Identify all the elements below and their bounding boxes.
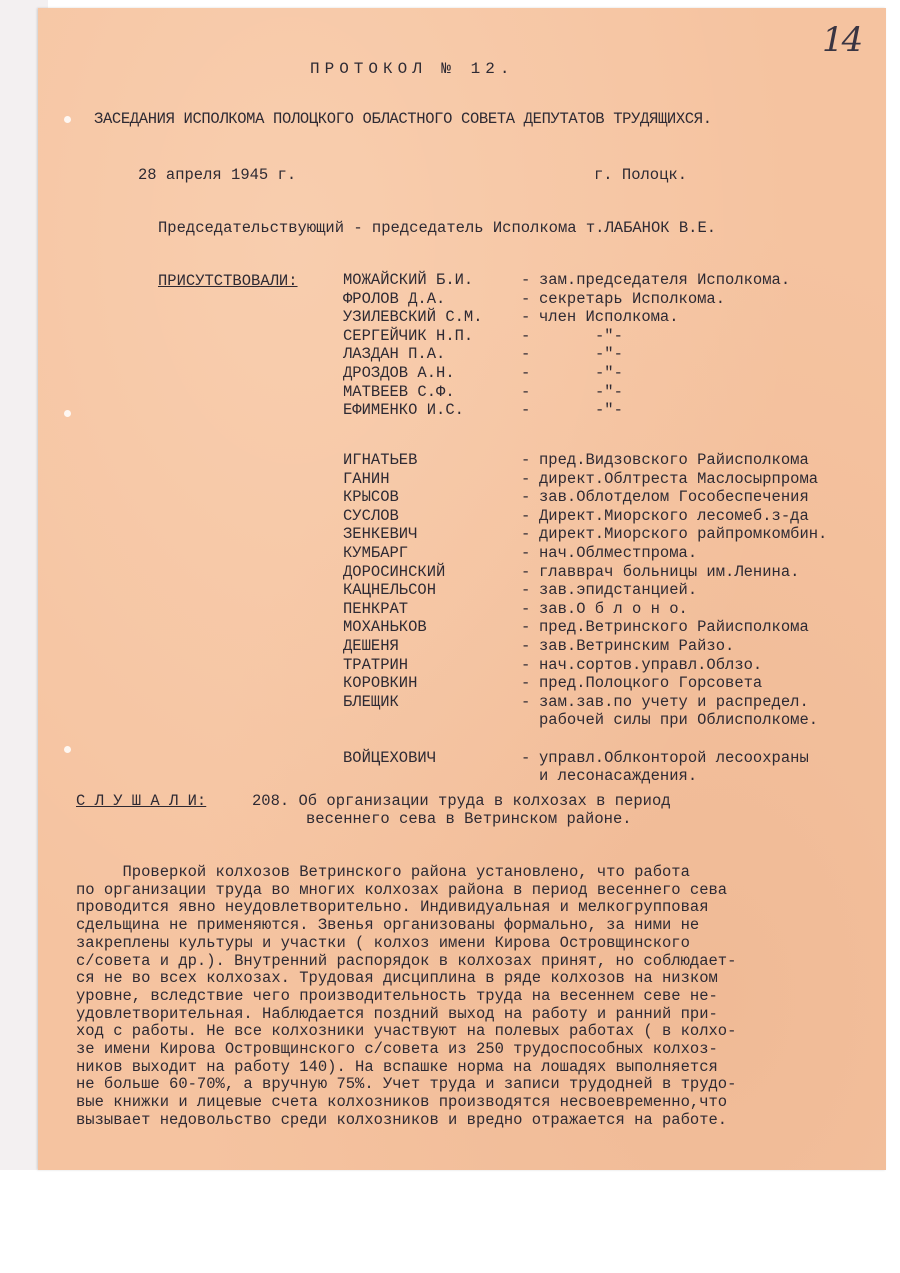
body-line: уровне, вследствие чего производительность труда на весеннем севе не- bbox=[76, 986, 718, 1005]
agenda-item-title: 208. Об организации труда в колхозах в период bbox=[252, 792, 671, 810]
punch-hole bbox=[64, 116, 71, 123]
meeting-date: 28 апреля 1945 г. bbox=[138, 166, 297, 184]
body-line: вые книжки и лицевые счета колхозников производятся несвоевременно,что bbox=[76, 1093, 728, 1112]
body-line: ников выходит на работу 140). На вспашке норма на лошадях выполняется bbox=[76, 1057, 718, 1076]
body-line: ся не во всех колхозах. Трудовая дисциплина в ряде колхозов на низком bbox=[76, 969, 718, 988]
body-line: вызывает недовольство среди колхозников и вредно отражается на работе. bbox=[76, 1110, 728, 1129]
body-line: с/совета и др.). Внутренний распорядок в колхозах принят, но соблюдает- bbox=[76, 951, 737, 970]
body-line: закреплены культуры и участки ( колхоз имени Кирова Островщинского bbox=[76, 933, 690, 952]
heard-label: С Л У Ш А Л И: bbox=[76, 792, 207, 810]
page-number: 14 bbox=[822, 20, 862, 60]
body-line: сдельщина не применяются. Звенья организованы формально, за ними не bbox=[76, 916, 700, 935]
body-line: Проверкой колхозов Ветринского района установлено, что работа bbox=[76, 863, 690, 881]
protocol-title: ПРОТОКОЛ № 12. bbox=[310, 60, 515, 78]
punch-hole bbox=[64, 410, 71, 417]
meeting-place: г. Полоцк. bbox=[594, 166, 688, 184]
present-label: ПРИСУТСТВОВАЛИ: bbox=[158, 272, 298, 290]
agenda-item-title-cont: весеннего сева в Ветринском районе. bbox=[306, 810, 632, 828]
body-line: ход с работы. Не все колхозники участвуют на полевых работах ( в колхо- bbox=[76, 1022, 737, 1041]
body-line: проводится явно неудовлетворительно. Индивидуальная и мелкогрупповая bbox=[76, 898, 709, 917]
protocol-subtitle: ЗАСЕДАНИЯ ИСПОЛКОМА ПОЛОЦКОГО ОБЛАСТНОГО СОВЕТА ДЕПУТАТОВ ТРУДЯЩИХСЯ. bbox=[94, 110, 712, 128]
chairperson-line: Председательствующий - председатель Исполкома т.ЛАБАНОК В.Е. bbox=[158, 219, 717, 237]
body-line: по организации труда во многих колхозах района в период весеннего сева bbox=[76, 880, 728, 899]
resolution-body bbox=[76, 864, 856, 1130]
body-line: зе имени Кирова Островщинского с/совета из 250 трудоспособных колхоз- bbox=[76, 1040, 718, 1059]
body-line: удовлетворительная. Наблюдается поздний выход на работу и ранний при- bbox=[76, 1004, 718, 1023]
punch-hole bbox=[64, 746, 71, 753]
body-line: не больше 60-70%, а вручную 75%. Учет труда и записи трудодней в трудо- bbox=[76, 1075, 737, 1094]
